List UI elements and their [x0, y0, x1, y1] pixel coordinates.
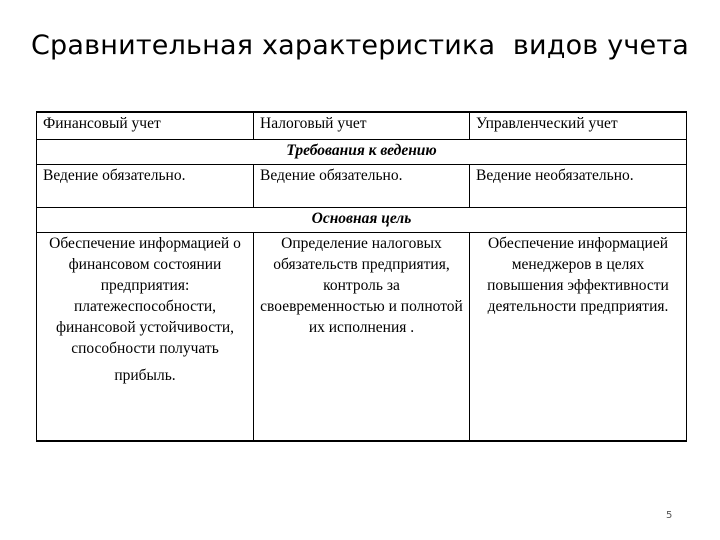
goal-tax: Определение налоговых обязательств предприятия, контроль за своевременностью и полнотой их исполнения . — [254, 233, 470, 442]
goals-row — [37, 233, 687, 442]
comparison-table — [36, 111, 687, 442]
header-management: Управленческий учет — [470, 112, 687, 140]
goal-financial-text: Обеспечение информацией о финансовом состоянии предприятия: платежеспособности, финансовой устойчивости, способности получать — [49, 235, 241, 357]
header-row — [37, 112, 687, 140]
goal-financial-last-line: прибыль. — [114, 367, 176, 384]
requirements-row — [37, 165, 687, 208]
requirement-tax: Ведение обязательно. — [254, 165, 470, 208]
slide-title: Сравнительная характеристика видов учета — [30, 30, 690, 61]
requirement-financial: Ведение обязательно. — [37, 165, 254, 208]
requirement-management: Ведение необязательно. — [470, 165, 687, 208]
section-row-requirements — [37, 140, 687, 165]
header-financial: Финансовый учет — [37, 112, 254, 140]
section-row-goal — [37, 208, 687, 233]
section-requirements: Требования к ведению — [37, 140, 687, 165]
goal-financial — [37, 233, 254, 442]
page-number: 5 — [666, 510, 673, 521]
section-goal: Основная цель — [37, 208, 687, 233]
header-tax: Налоговый учет — [254, 112, 470, 140]
goal-management: Обеспечение информацией менеджеров в целях повышения эффективности деятельности предприятия. — [470, 233, 687, 442]
